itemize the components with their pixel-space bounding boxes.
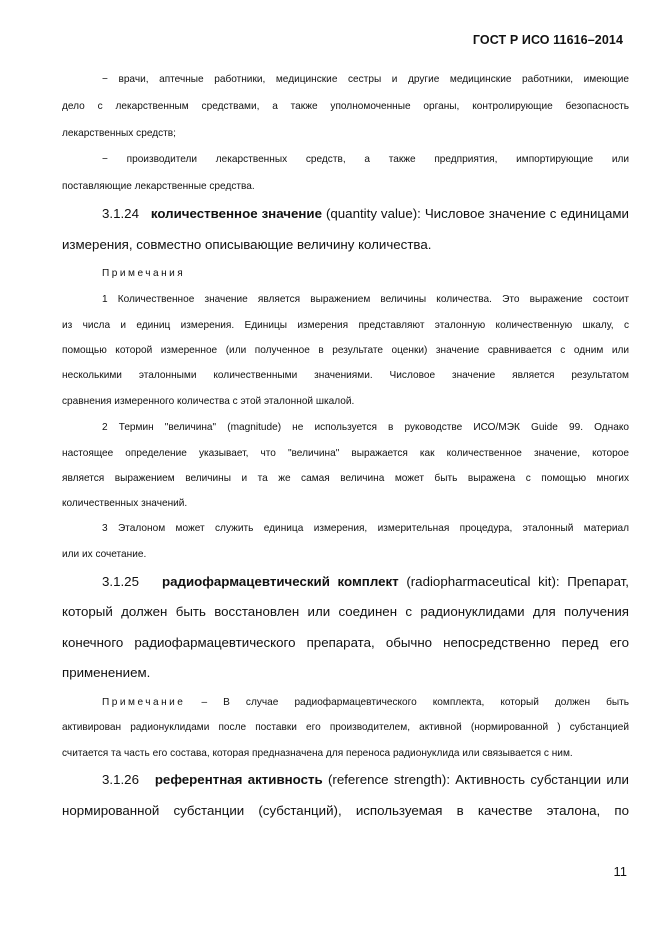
- note-1-line-1: 1 Количественное значение является выражением величины количества. Это выражение состоит: [102, 294, 629, 305]
- note-1-line-4: несколькими эталонными количественными значениями. Числовое значение является результатом: [62, 370, 629, 381]
- term-3-1-25-line-3: конечного радиофармацевтического препарата, обычно непосредственно перед его: [62, 635, 629, 650]
- list-item-2-line-2: поставляющие лекарственные средства.: [62, 181, 255, 192]
- term-3-1-25-line-2: который должен быть восстановлен или соединен с радионуклидами для получения: [62, 604, 629, 619]
- list-item-1-line-1: − врачи, аптечные работники, медицинские сестры и другие медицинские работники, имеющие: [102, 74, 629, 85]
- notes-heading: Примечания: [102, 268, 186, 279]
- note-1-line-5: сравнения измеренного количества с этой эталонной шкалой.: [62, 396, 355, 407]
- term-definition-start: (quantity value): Числовое значение с единицами: [325, 206, 629, 221]
- term-title: количественное значение: [150, 206, 322, 221]
- note-2-line-3: является выражением величины и та же самая величина может быть выражена с помощью многих: [62, 473, 629, 484]
- note-2-line-4: количественных значений.: [62, 498, 188, 509]
- page-number: 11: [613, 864, 627, 879]
- term-title: радиофармацевтический комплект: [161, 574, 399, 589]
- term-3-1-24-line-2: измерения, совместно описывающие величину количества.: [62, 237, 432, 252]
- note-1-line-3: помощью которой измеренное (или полученное в результате оценки) значение сравнивается с одним или: [62, 345, 629, 356]
- note-text-start: – В случае радиофармацевтического комплекта, который должен быть: [201, 697, 629, 708]
- list-item-1-line-3: лекарственных средств;: [62, 128, 176, 139]
- note-3-line-2: или их сочетание.: [62, 549, 147, 560]
- term-number: 3.1.24: [102, 206, 139, 221]
- list-item-2-line-1: − производители лекарственных средств, а также предприятия, импортирующие или: [102, 154, 629, 165]
- note-2-line-1: 2 Термин "величина" (magnitude) не используется в руководстве ИСО/МЭК Guide 99. Однако: [102, 422, 629, 433]
- term-number: 3.1.25: [102, 574, 139, 589]
- note-single-line-3: считается та часть его состава, которая предназначена для переноса радионуклида или связывается с ним.: [62, 748, 573, 759]
- note-1-line-2: из числа и единиц измерения. Единицы измерения представляют эталонную количественную шкалу, с: [62, 320, 629, 331]
- term-title: референтная активность: [154, 772, 323, 787]
- term-3-1-26-line-1: [102, 772, 629, 787]
- term-number: 3.1.26: [102, 772, 139, 787]
- term-3-1-25-line-4: применением.: [62, 665, 151, 680]
- note-label: Примечание: [102, 697, 186, 708]
- page-header: ГОСТ Р ИСО 11616–2014: [472, 33, 623, 47]
- term-definition-start: (radiopharmaceutical kit): Препарат,: [406, 574, 629, 589]
- list-item-1-line-2: дело с лекарственным средствами, а также уполномоченные органы, контролирующие безопасность: [62, 101, 629, 112]
- term-3-1-25-line-1: [102, 574, 629, 589]
- note-2-line-2: настоящее определение указывает, что "величина" выражается как количественное значение, которое: [62, 448, 629, 459]
- note-3-line-1: 3 Эталоном может служить единица измерения, измерительная процедура, эталонный материал: [102, 523, 629, 534]
- term-3-1-26-line-2: нормированной субстанции (субстанций), используемая в качестве эталона, по: [62, 803, 629, 818]
- note-single-line-2: активирован радионуклидами после поставки его производителем, активной (нормированной ) субстанцией: [62, 722, 629, 733]
- term-3-1-24-line-1: [102, 206, 629, 221]
- term-definition-start: (reference strength): Активность субстанции или: [327, 772, 629, 787]
- note-single-line-1: [102, 697, 629, 708]
